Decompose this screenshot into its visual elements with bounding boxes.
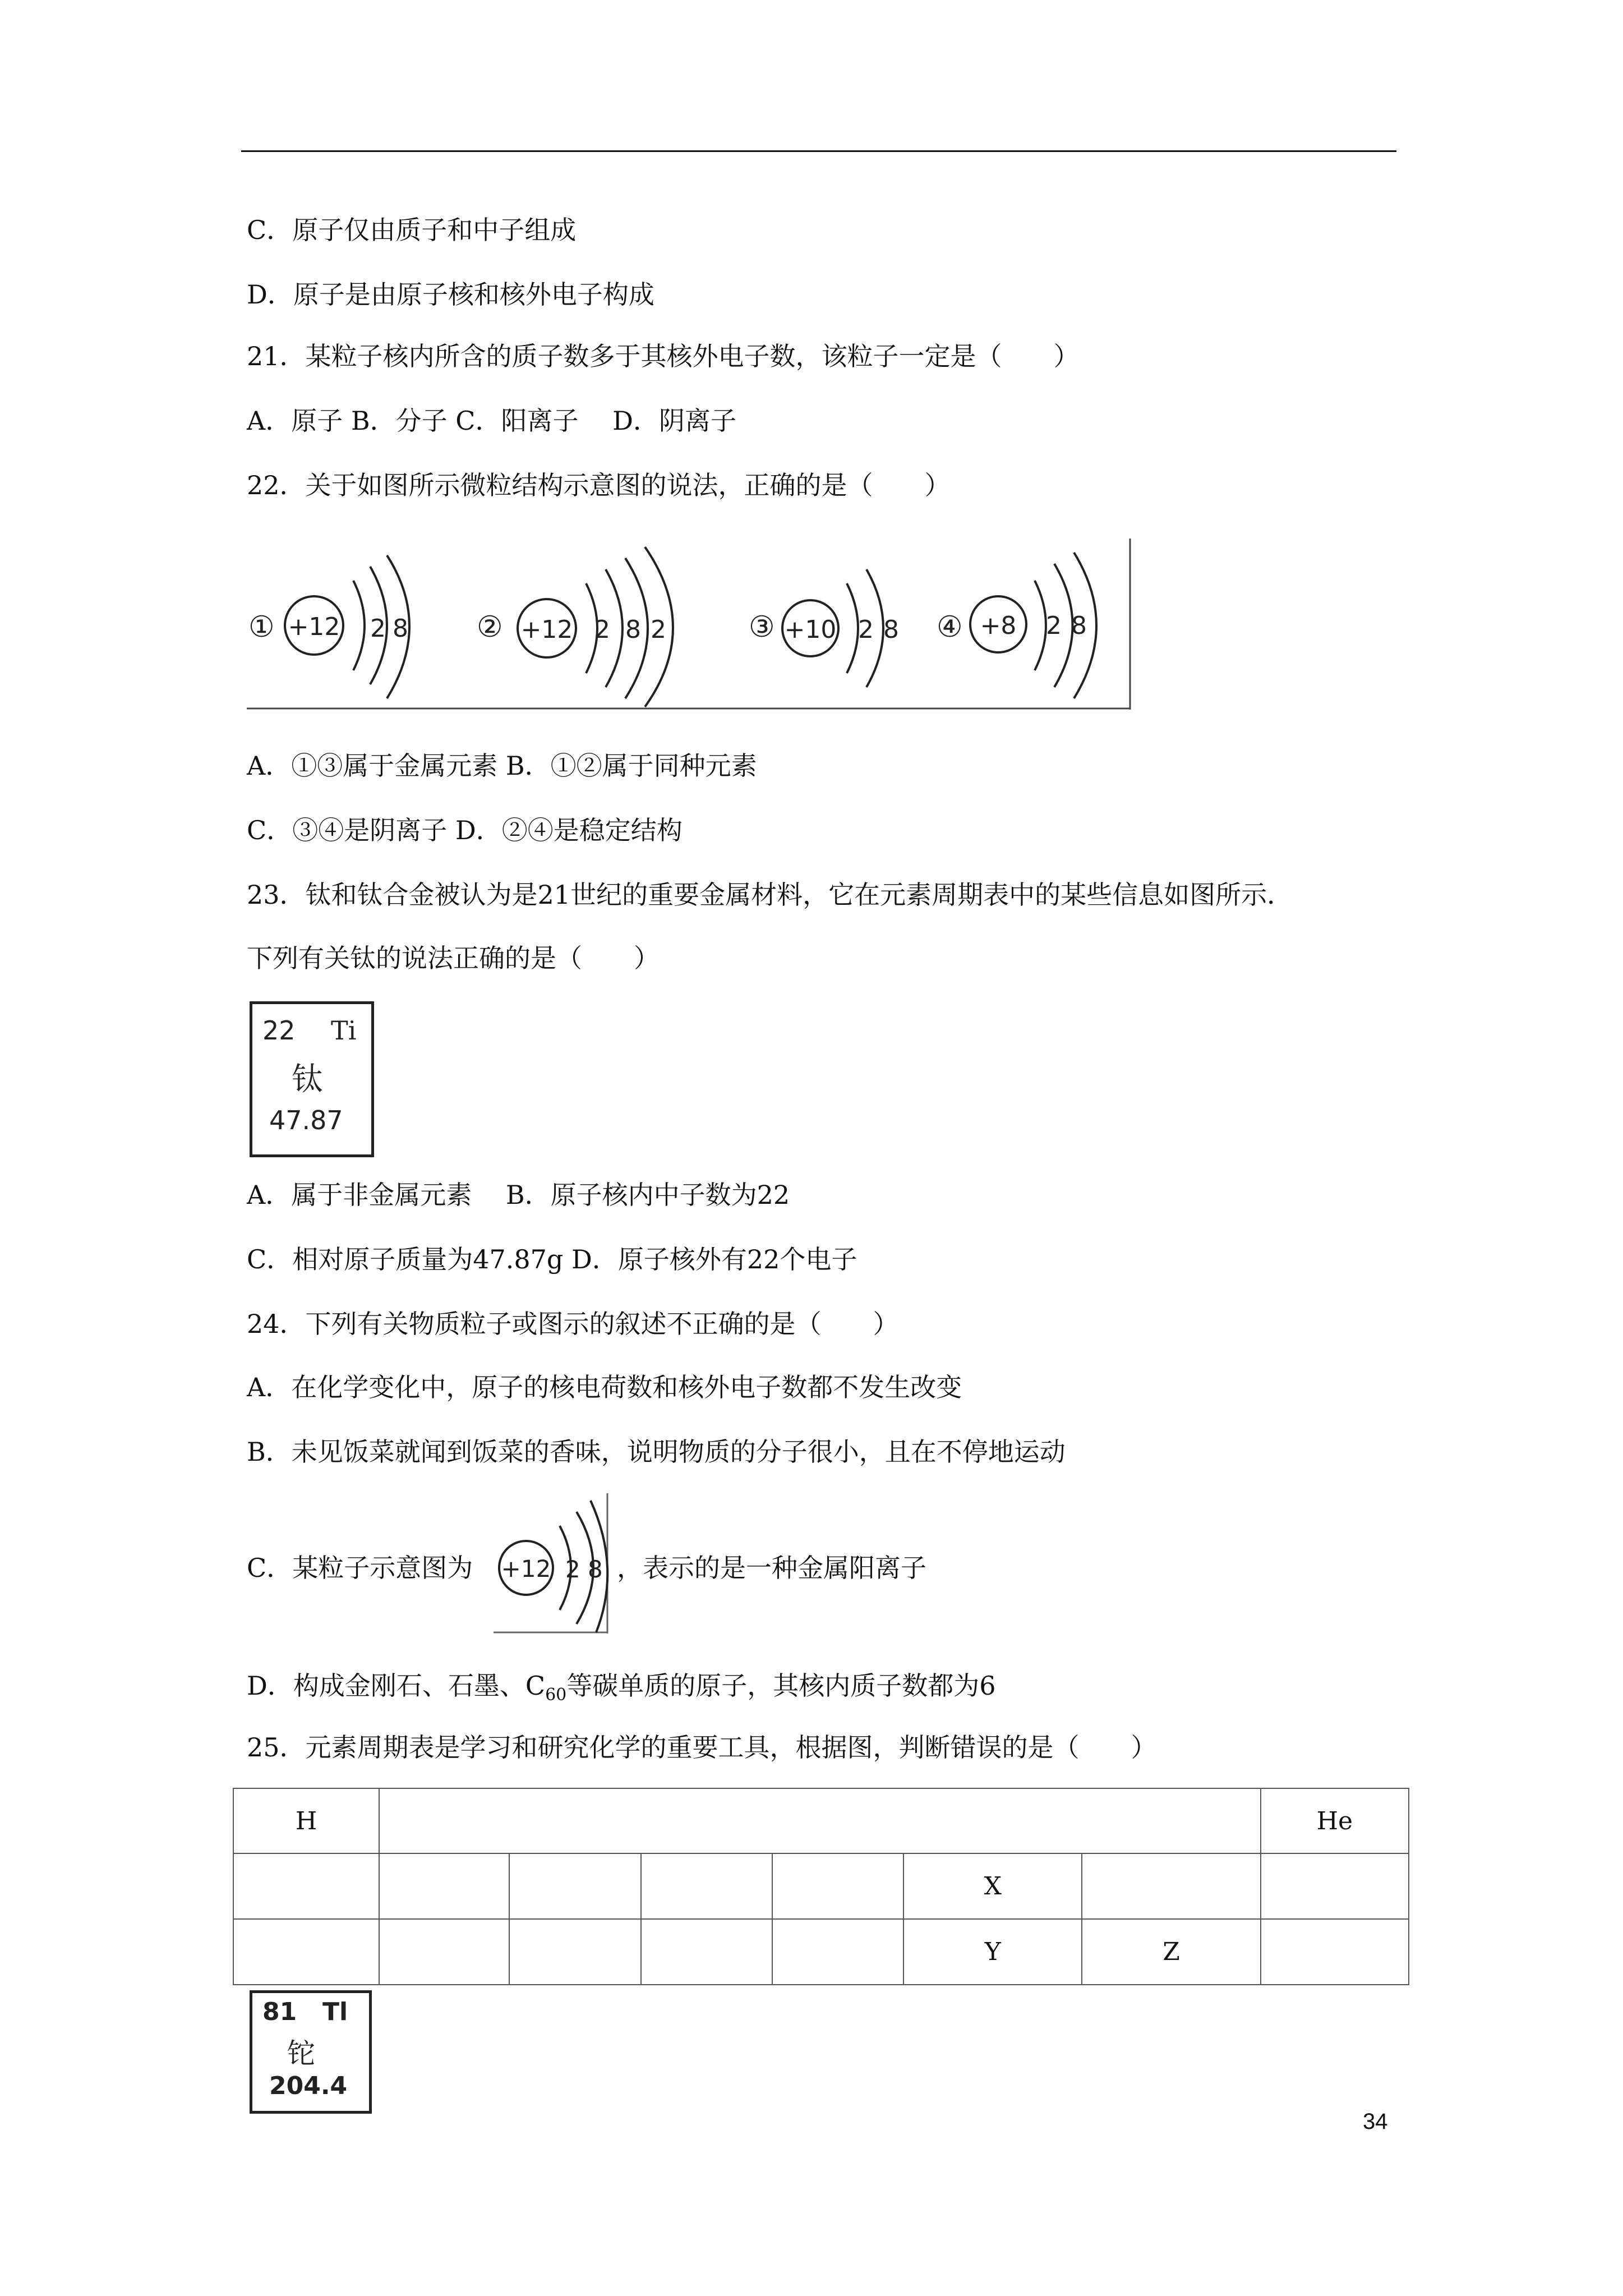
structure-4-shell-2: 8: [1071, 611, 1087, 640]
cell-empty: [509, 1919, 640, 1985]
titanium-symbol: Ti: [331, 1015, 357, 1046]
cell-blank-top: [379, 1788, 1260, 1853]
q23-stem-line1: 23．钛和钛合金被认为是21世纪的重要金属材料，它在元素周期表中的某些信息如图所示．: [247, 880, 1293, 910]
thallium-symbol: Tl: [322, 1998, 348, 2026]
q21-stem: 21．某粒子核内所含的质子数多于其核外电子数，该粒子一定是（ ）: [247, 341, 1080, 371]
structure-1-label: ①: [248, 610, 275, 644]
structure-3-shell-2: 8: [883, 615, 899, 644]
cell-he: He: [1261, 1788, 1409, 1853]
structure-3-label: ③: [749, 610, 775, 644]
q24-atomic-structure-figure: [492, 1492, 610, 1635]
q21-options: A．原子 B．分子 C．阳离子 D．阴离子: [247, 406, 736, 436]
thallium-element-card: [250, 1990, 372, 2114]
structure-2-shell-2: 8: [625, 615, 641, 644]
q24-option-d-suffix: 等碳单质的原子，其核内质子数都为6: [566, 1671, 996, 1701]
q23-stem-line2: 下列有关钛的说法正确的是（ ）: [247, 943, 660, 973]
q20-option-d: D．原子是由原子核和核外电子构成: [247, 279, 654, 310]
q20-option-c: C．原子仅由质子和中子组成: [247, 215, 577, 245]
q24-option-a: A．在化学变化中，原子的核电荷数和核外电子数都不发生改变: [247, 1372, 962, 1402]
structure-2-label: ②: [477, 610, 503, 644]
q24-structure-charge: +12: [501, 1555, 551, 1582]
structure-1-shell-1: 2: [370, 614, 386, 643]
structure-2-shell-1: 2: [594, 615, 610, 644]
header-rule: [241, 150, 1396, 152]
q24-option-c-suffix: ，表示的是一种金属阳离子: [617, 1553, 926, 1583]
cell-empty: [233, 1853, 379, 1919]
thallium-name: 铊: [287, 2037, 315, 2070]
cell-x: X: [903, 1853, 1082, 1919]
cell-empty: [772, 1853, 903, 1919]
q24-option-d-prefix: D．构成金刚石、石墨、C: [247, 1671, 546, 1701]
cell-empty: [233, 1919, 379, 1985]
q24-stem: 24．下列有关物质粒子或图示的叙述不正确的是（ ）: [247, 1309, 899, 1339]
q24-option-d: [247, 1669, 996, 1712]
titanium-atomic-number: 22: [262, 1015, 296, 1046]
structure-1-charge: +12: [288, 613, 340, 641]
structure-4-label: ④: [937, 610, 963, 644]
cell-empty: [509, 1853, 640, 1919]
structure-1-shell-2: 8: [393, 614, 408, 643]
q24-option-b: B．未见饭菜就闻到饭菜的香味，说明物质的分子很小，且在不停地运动: [247, 1437, 1066, 1467]
structure-2-charge: +12: [520, 615, 573, 644]
q24-structure-shell-2: 8: [588, 1556, 603, 1583]
cell-h: H: [233, 1788, 379, 1853]
structure-3-shell-1: 2: [858, 615, 874, 644]
cell-empty: [641, 1919, 772, 1985]
cell-empty: [641, 1853, 772, 1919]
titanium-name: 钛: [292, 1061, 323, 1098]
c60-subscript: 60: [545, 1685, 567, 1705]
cell-empty: [1261, 1919, 1409, 1985]
q22-atomic-structure-figure: [244, 536, 1141, 715]
q24-option-c-prefix: C．某粒子示意图为: [247, 1553, 473, 1583]
periodic-table-fragment: [233, 1788, 1409, 1985]
thallium-atomic-number: 81: [262, 1998, 297, 2026]
structure-4-charge: +8: [980, 611, 1017, 640]
titanium-element-card: [250, 1001, 374, 1157]
cell-z: Z: [1082, 1919, 1260, 1985]
cell-empty: [379, 1919, 509, 1985]
cell-empty: [379, 1853, 509, 1919]
cell-y: Y: [903, 1919, 1082, 1985]
q22-stem: 22．关于如图所示微粒结构示意图的说法，正确的是（ ）: [247, 470, 951, 500]
structure-3-charge: +10: [784, 615, 837, 644]
structure-4-shell-1: 2: [1046, 611, 1062, 640]
q23-options-cd: C．相对原子质量为47.87g D．原子核外有22个电子: [247, 1244, 857, 1274]
q24-structure-shell-1: 2: [565, 1556, 580, 1583]
q25-stem: 25．元素周期表是学习和研究化学的重要工具，根据图，判断错误的是（ ）: [247, 1732, 1157, 1763]
page-number: 34: [1363, 2109, 1388, 2134]
q22-options-cd: C．③④是阴离子 D．②④是稳定结构: [247, 815, 683, 845]
thallium-atomic-mass: 204.4: [269, 2072, 348, 2100]
q22-options-ab: A．①③属于金属元素 B．①②属于同种元素: [247, 751, 757, 781]
titanium-atomic-mass: 47.87: [269, 1105, 343, 1135]
cell-empty: [1082, 1853, 1260, 1919]
structure-2-shell-3: 2: [651, 615, 666, 644]
q23-options-ab: A．属于非金属元素 B．原子核内中子数为22: [247, 1180, 790, 1210]
cell-empty: [1261, 1853, 1409, 1919]
cell-empty: [772, 1919, 903, 1985]
